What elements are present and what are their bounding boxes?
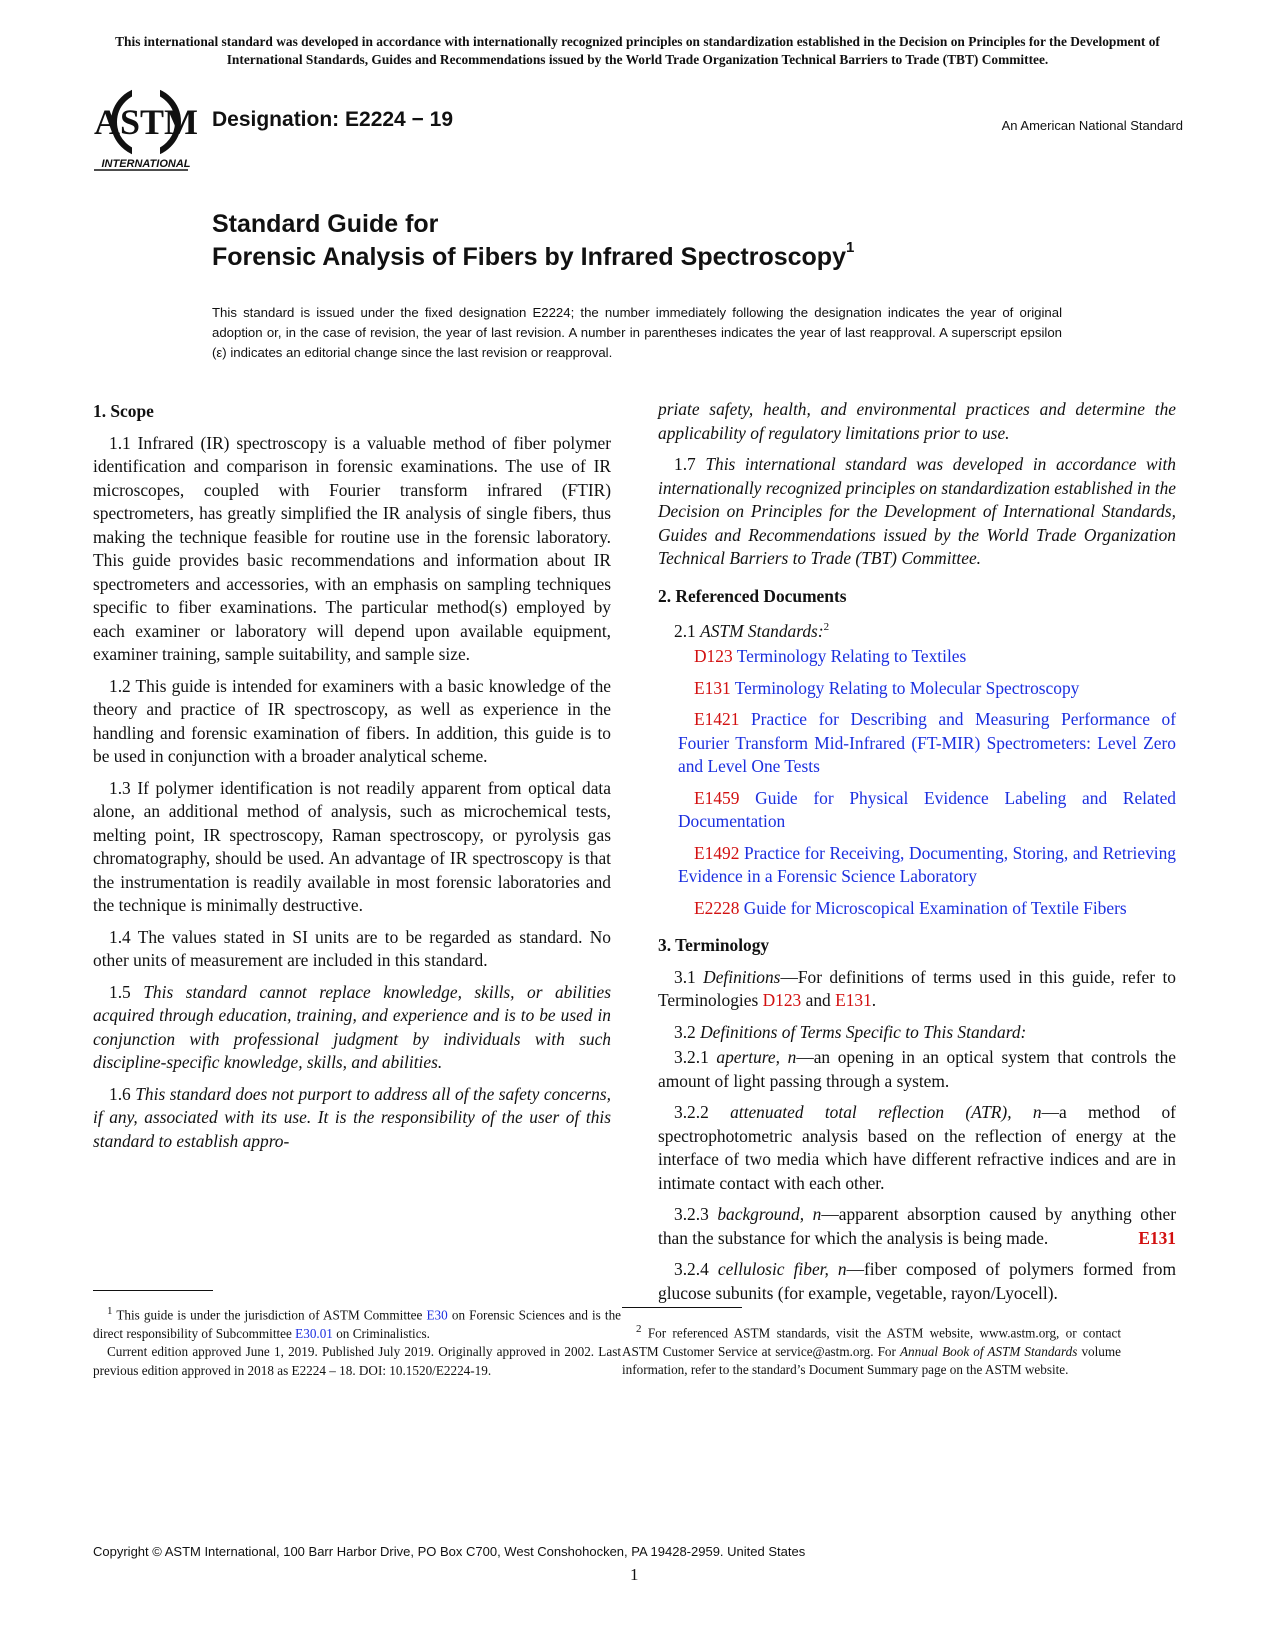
ref-link-d123[interactable]: D123 xyxy=(762,990,802,1011)
para-3-2-4: 3.2.4 cellulosic fiber, n—fiber composed of polymers formed from glucose subunits (for example, vegetable, rayon/Lyocell). xyxy=(658,1259,1176,1303)
para-3-2-3: 3.2.3 background, n—apparent absorption caused by anything other than the substance for which the analysis is being made. E131 xyxy=(658,1203,1176,1250)
para-2-1: 2.1 ASTM Standards:$^2$ xyxy=(674,620,830,641)
reference-code[interactable]: E2228 xyxy=(694,897,740,918)
footnote-2: $^2$ For referenced ASTM standards, visit the ASTM website, www.astm.org, or contact ASTM Customer Service at service@astm.org. For Annual Book of ASTM Standards volume information, refer to the standard’s Document Summary page on the ASTM website. xyxy=(622,1323,1122,1378)
scope-heading: 1. Scope xyxy=(93,401,154,421)
reference-code[interactable]: E1421 xyxy=(694,709,740,730)
para-1-6-cont: priate safety, health, and environmental practices and determine the applicability of regulatory limitations prior to use. xyxy=(658,399,1176,443)
para-1-1: 1.1 Infrared (IR) spectroscopy is a valuable method of fiber polymer identification and comparison in forensic examinations. The use of IR microscopes, coupled with Fourier transform infrared (FTIR) spectrometers, has greatly simplified the IR analysis of single fibers, thus making the technique feasible for routine use in the forensic laboratory. This guide provides basic recommendations and information about IR spectrometers and accessories, with an emphasis on sampling techniques specific to fiber examinations. The particular method(s) employed by each examiner or laboratory will depend upon available equipment, examiner training, sample suitability, and sample size. xyxy=(93,432,611,664)
terminology-heading: 3. Terminology xyxy=(658,935,770,956)
reference-item[interactable] xyxy=(658,787,1176,834)
para-1-3: 1.3 If polymer identification is not readily apparent from optical data alone, an additional method of analysis, such as microchemical tests, melting point, IR spectroscopy, Raman spectroscopy, or pyrolysis gas chromatography, should be used. An advantage of IR spectroscopy is that the instrumentation is readily available in most forensic laboratories and the technique is minimally destructive. xyxy=(93,777,611,915)
logo-letters: ASTM xyxy=(93,102,199,142)
title-line-1: Standard Guide for xyxy=(212,210,439,238)
reference-code[interactable]: D123 xyxy=(694,646,733,667)
reference-list xyxy=(658,645,1176,920)
para-1-5: 1.5 This standard cannot replace knowledge, skills, or abilities acquired through education, training, and experience and is to be used in conjunction with professional judgment by individuals with such discipline-specific knowledge, skills, and abilities. xyxy=(93,981,611,1072)
logo-subtitle: INTERNATIONAL xyxy=(101,158,191,170)
reference-title[interactable]: Practice for Describing and Measuring Performance of Fourier Transform Mid-Infrared (FT-MIR) Spectrometers: Level Zero and Level One Tests xyxy=(678,709,1176,777)
reference-title[interactable]: Terminology Relating to Textiles xyxy=(736,646,967,667)
issue-note: This standard is issued under the fixed designation E2224; the number immediately following the designation indicates the year of original adoption or, in the case of revision, the year of last revision. A number in parentheses indicates the year of last reapproval. A superscript epsilon (ε) indicates an editorial change since the last revision or reapproval. xyxy=(212,305,1062,360)
referenced-heading: 2. Referenced Documents xyxy=(658,585,847,606)
subcommittee-link-e3001[interactable]: E30.01 xyxy=(295,1325,333,1341)
para-3-2-1: 3.2.1 aperture, n—an opening in an optical system that controls the amount of light passing through a system. xyxy=(658,1047,1176,1091)
para-1-7: 1.7 This international standard was developed in accordance with internationally recognized principles on standardization established in the Decision on Principles for the Development of International Standards, Guides and Recommendations issued by the World Trade Organization Technical Barriers to Trade (TBT) Committee. xyxy=(658,454,1176,568)
para-3-2: 3.2 Definitions of Terms Specific to This Standard: xyxy=(674,1021,1027,1042)
reference-code[interactable]: E1492 xyxy=(694,842,740,863)
para-1-4: 1.4 The values stated in SI units are to be regarded as standard. No other units of measurement are included in this standard. xyxy=(93,926,611,970)
ref-link-e131[interactable]: E131 xyxy=(835,990,872,1011)
reference-title[interactable]: Guide for Microscopical Examination of Textile Fibers xyxy=(743,897,1127,918)
reference-title[interactable]: Practice for Receiving, Documenting, Storing, and Retrieving Evidence in a Forensic Science Laboratory xyxy=(678,842,1176,887)
page-number: 1 xyxy=(630,1565,639,1584)
footnote-1: $^1$ This guide is under the jurisdiction of ASTM Committee E30 on Forensic Sciences and is the direct responsibility of Subcommittee E30.01 on Criminalistics. Current edition approved June 1, 2019. Published July 2019. Originally approved in 2002. Last previous edition approved in 2018 as E2224 – 18. DOI: 10.1520/E2224-19. xyxy=(93,1305,622,1378)
reference-item[interactable] xyxy=(658,897,1176,921)
reference-code[interactable]: E131 xyxy=(694,677,731,698)
reference-item[interactable] xyxy=(658,677,1176,701)
left-column xyxy=(93,400,611,1161)
right-column xyxy=(658,398,1176,1313)
para-3-1: 3.1 Definitions—For definitions of terms used in this guide, refer to Terminologies D123 and E131. xyxy=(658,966,1176,1011)
para-3-2-2: 3.2.2 attenuated total reflection (ATR), n—a method of spectrophotometric analysis based on the reflection of energy at the interface of two media which have different refractive indices and are in intimate contact with each other. xyxy=(658,1102,1176,1193)
footnote-rule-left xyxy=(93,1290,213,1291)
reference-code[interactable]: E1459 xyxy=(694,787,740,808)
committee-link-e30[interactable]: E30 xyxy=(426,1307,448,1323)
reference-item[interactable] xyxy=(658,645,1176,669)
para-1-2: 1.2 This guide is intended for examiners with a basic knowledge of the theory and practice of IR spectroscopy, as well as experience in the handling and forensic examination of fibers. In addition, this guide is to be used in conjunction with a broader analytical scheme. xyxy=(93,675,611,766)
designation: Designation: E2224 − 19 xyxy=(212,108,454,131)
national-standard-label: An American National Standard xyxy=(1001,118,1183,133)
title-footnote-mark[interactable]: 1 xyxy=(845,239,855,256)
reference-title[interactable]: Terminology Relating to Molecular Spectroscopy xyxy=(734,677,1080,698)
para-1-6: 1.6 This standard does not purport to address all of the safety concerns, if any, associated with its use. It is the responsibility of the user of this standard to establish appro- xyxy=(93,1083,611,1151)
astm-logo xyxy=(88,82,206,174)
reference-item[interactable] xyxy=(658,708,1176,779)
copyright: Copyright © ASTM International, 100 Barr Harbor Drive, PO Box C700, West Conshohocken, PA 19428-2959. United States xyxy=(93,1544,806,1559)
title-line-2 xyxy=(212,239,855,272)
footnote-rule-right xyxy=(622,1307,742,1308)
title-text: Forensic Analysis of Fibers by Infrared Spectroscopy xyxy=(212,243,846,271)
reference-title[interactable]: Guide for Physical Evidence Labeling and Related Documentation xyxy=(678,787,1176,832)
ref-link-e131-bg[interactable]: E131 xyxy=(1138,1227,1176,1248)
reference-item[interactable] xyxy=(658,842,1176,889)
top-notice: This international standard was developed in accordance with internationally recognized principles on standardization established in the Decision on Principles for the Development of International Standards, Guides and Recommendations issued by the World Trade Organization Technical Barriers to Trade (TBT) Committee. xyxy=(115,34,1160,67)
